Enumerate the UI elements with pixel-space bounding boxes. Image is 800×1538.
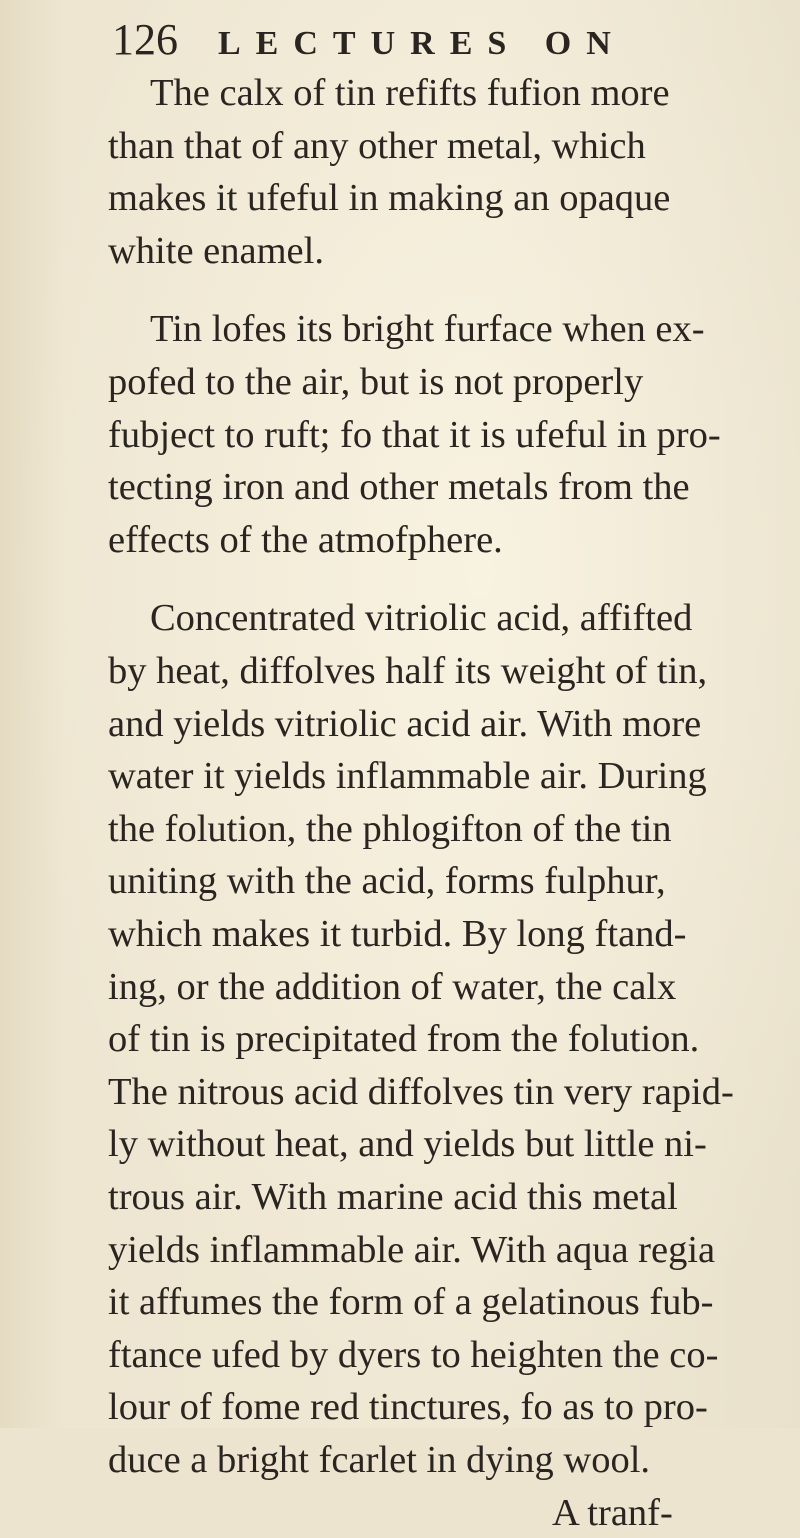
- text-line: it affumes the form of a gelatinous fub-: [108, 1281, 714, 1324]
- text-line: trous air. With marine acid this metal: [108, 1176, 678, 1218]
- text-line: white enamel.: [108, 229, 324, 272]
- text-line: tecting iron and other metals from the: [108, 466, 690, 509]
- text-line: than that of any other metal, which: [108, 124, 646, 167]
- text-line: yields inflammable air. With aqua regia: [108, 1228, 716, 1271]
- text-line: ing, or the addition of water, the calx: [108, 965, 677, 1008]
- text-line: water it yields inflammable air. During: [108, 755, 707, 798]
- text-line: pofed to the air, but is not properly: [108, 361, 644, 403]
- text-line: of tin is precipitated from the folution.: [108, 1018, 700, 1061]
- text-line: which makes it turbid. By long ftand-: [108, 913, 687, 955]
- running-head: LECTURES ON: [218, 25, 626, 62]
- text-line: fubject to ruft; fo that it is ufeful in pro-: [108, 413, 721, 456]
- page-number: 126: [112, 15, 178, 64]
- catchword: A tranf-: [552, 1491, 673, 1534]
- text-line: lour of fome red tinctures, fo as to pro-: [108, 1386, 708, 1429]
- text-line: by heat, diffolves half its weight of tin,: [108, 650, 708, 692]
- text-line: The calx of tin refifts fufion more: [150, 72, 670, 114]
- text-line: Concentrated vitriolic acid, affifted: [150, 597, 693, 640]
- text-line: The nitrous acid diffolves tin very rapid-: [108, 1070, 734, 1113]
- text-line: makes it ufeful in making an opaque: [108, 177, 671, 220]
- text-line: uniting with the acid, forms fulphur,: [108, 860, 666, 903]
- page-header: [112, 14, 732, 64]
- text-line: Tin lofes its bright furface when ex-: [150, 308, 705, 351]
- text-line: effects of the atmofphere.: [108, 518, 503, 561]
- text-line: ly without heat, and yields but little ni-: [108, 1123, 707, 1166]
- text-line: duce a bright fcarlet in dying wool.: [108, 1439, 651, 1481]
- text-line: the folution, the phlogifton of the tin: [108, 807, 672, 850]
- text-line: ftance ufed by dyers to heighten the co-: [108, 1333, 719, 1376]
- text-line: and yields vitriolic acid air. With more: [108, 702, 702, 745]
